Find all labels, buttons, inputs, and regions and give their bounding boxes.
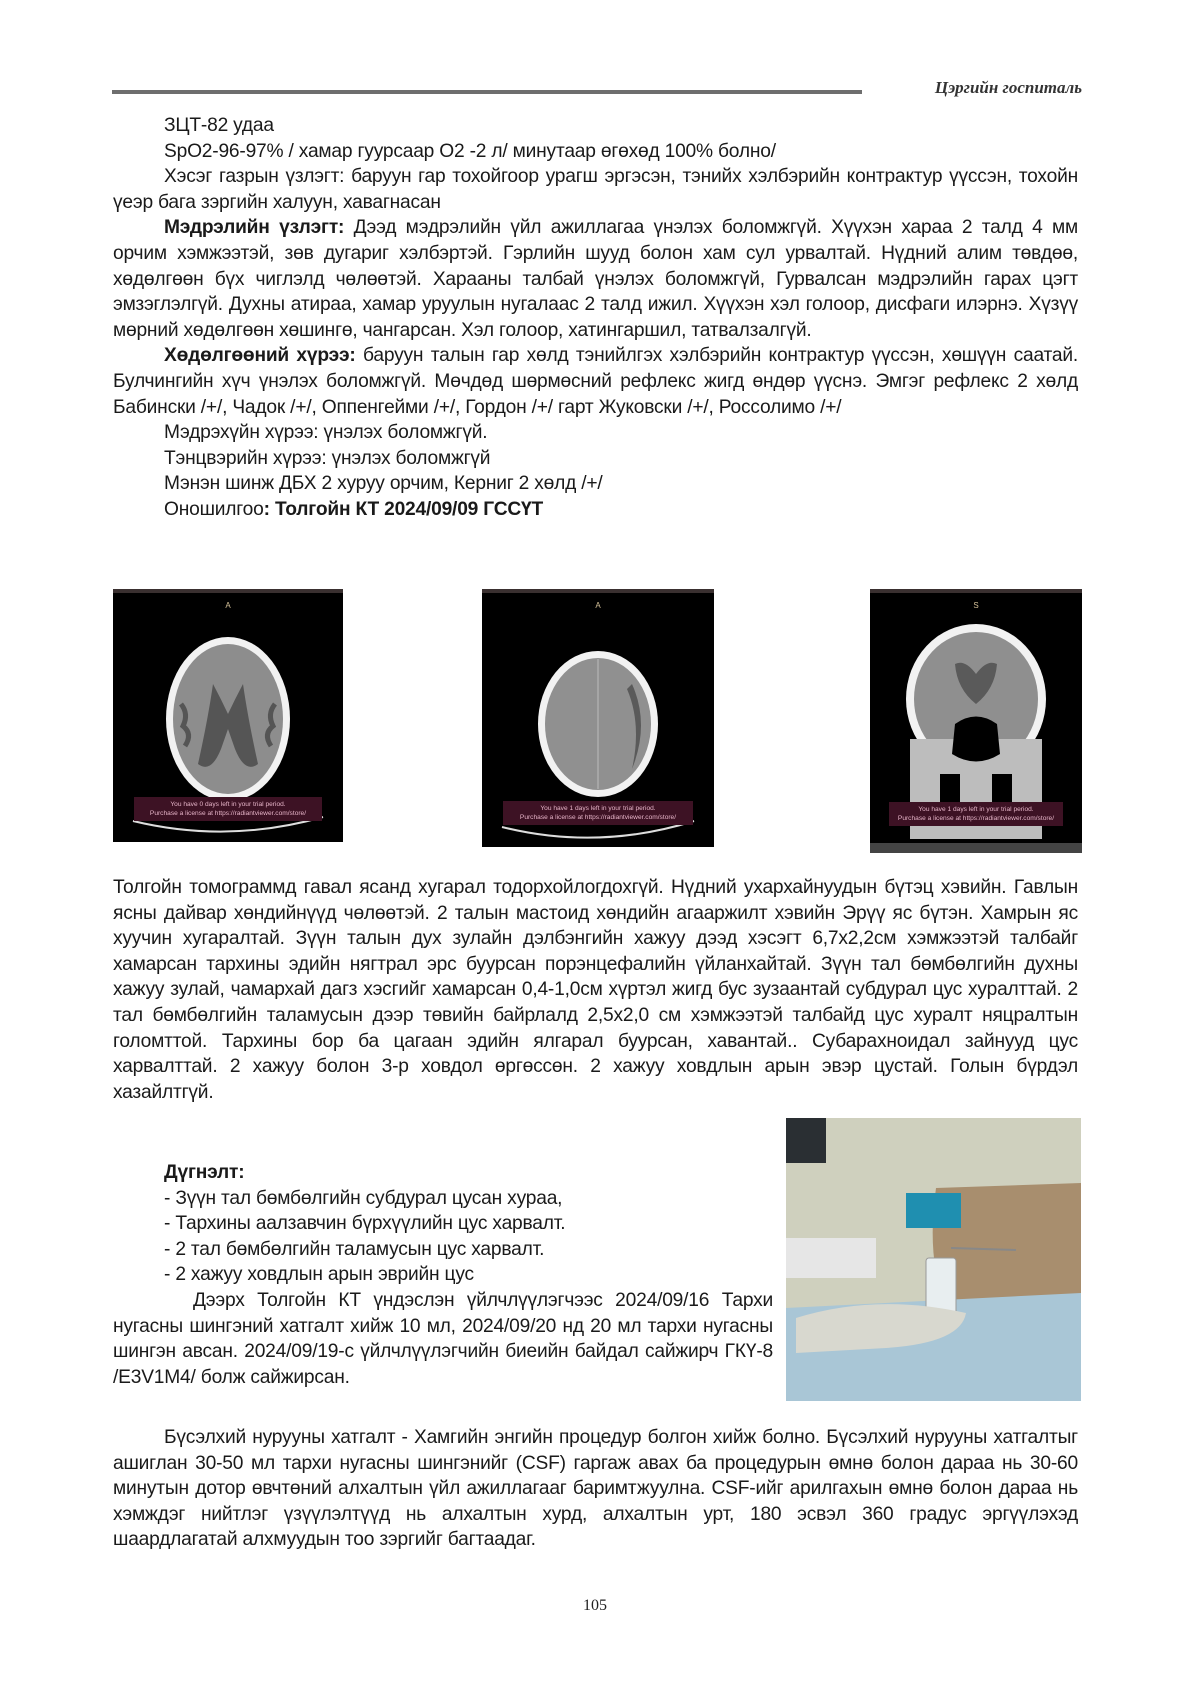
spo2-line: SpO2-96-97% / хамар гуурсаар O2 -2 л/ минутаар өгөхөд 100% болно/ — [164, 140, 776, 162]
followup-paragraph: Дээрх Толгойн КТ үндэслэн үйлчлүүлэгчээс 2024/09/16 Тархи нугасны шингэний хатгалт хийж 10 мл, 2024/09/20 нд 20 мл тархи нугасны шингэн авсан. 2024/09/19-с үйлчлүүлэгчийн биеийн байдал сайжирч ГКҮ-8 /E3V1M4/ болж сайжирсан. — [113, 1289, 773, 1388]
motor-exam-label: Хөдөлгөөний хүрээ: — [164, 345, 356, 367]
neuro-exam-paragraph — [113, 215, 1078, 343]
conclusion-item: - 2 тал бөмбөлгийн таламусын цус харвалт. — [164, 1238, 545, 1260]
neuro-exam-label: Мэдрэлийн үзлэгт: — [164, 217, 345, 239]
conclusion-item: - Тархины аалзавчин бүрхүүлийн цус харвалт. — [164, 1213, 566, 1235]
conclusion-item: - Зүүн тал бөмбөлгийн субдурал цусан хураа, — [164, 1187, 563, 1209]
local-exam-paragraph: Хэсэг газрын үзлэгт: баруун гар тохойгоор урагш эргэсэн, тэнийх хэлбэрийн контрактур үүссэн, тохойн үеэр бага зэргийн халуун, хавагнасан — [113, 166, 1078, 213]
sensory-exam-line: Мэдрэхүйн хүрээ: үнэлэх боломжгүй. — [164, 422, 488, 444]
conclusion-item: - 2 хажуу ховдлын арын эврийн цус — [164, 1264, 474, 1286]
motor-exam-text: баруун талын гар хөлд тэнийлгэх хэлбэрийн контрактур үүссэн, хөшүүн саатай. Булчингийн хүч үнэлэх боломжгүй. Мөчдөд шөрмөсний рефлекс жигд өндөр үүснэ. Эмгэг рефлекс 2 хөлд Бабински /+/, Чадок /+/, Оппенгейми /+/, Гордон /+/ гарт Жуковски /+/, Россолимо /+/ — [113, 345, 1078, 418]
balance-exam-line: Тэнцвэрийн хүрээ: үнэлэх боломжгүй — [164, 447, 491, 469]
meningeal-signs-line: Мэнэн шинж ДБХ 2 хуруу орчим, Керниг 2 хөлд /+/ — [164, 473, 603, 495]
orientation-marker: S — [973, 601, 979, 610]
lumbar-puncture-paragraph: Бүсэлхий нурууны хатгалт - Хамгийн энгийн процедур болгон хийж болно. Бүсэлхий нурууны хатгалтыг ашиглан 30-50 мл тархи нугасны шингэнийг (CSF) гаргаж авах ба процедурын өмнө болон дараа нь 30-60 минутын дотор өвчтөний алхалтын үйл ажиллагааг баримтжуулна. CSF-ийг арилгахын өмнө болон дараа нь хэмждэг нийтлэг үзүүлэлтүүд нь алхалтын хурд, алхалтын урт, 180 эсвэл 360 градус эргүүлэхэд шаардлагатай алхмуудын тоо зэргийг багтаадаг. — [113, 1427, 1078, 1551]
page-number: 105 — [583, 1597, 607, 1614]
trial-watermark: You have 1 days left in your trial period. Purchase a license at https://radiantviewer.com/store/ — [503, 801, 693, 825]
ct-findings-text: Толгойн томограммд гавал ясанд хугарал тодорхойлогдохгүй. Нүдний ухархайнуудын бүтэц хэвийн. Гавлын ясны дайвар хөндийнүүд чөлөөтэй. 2 талын мастоид хөндийн агааржилт хэвийн Эрүү яс бүтэн. Хамрын яс хуучин хугаралтай. Зүүн талын дух зулайн дэлбэнгийн хажуу дээд хэсэгт 6,7х2,2см хэмжээтэй талбайг хамарсан тархины эдийн нягтрал эрс буурсан порэнцефалийн үйланхайтай. Зүүн тал бөмбөлгийн духны хажуу зулай, чамархай дагз хэсгийг хамарсан 0,4-1,0см хүртэл жигд бус зузаантай субдурал цус хуралттай. 2 тал бөмбөлгийн таламусын дээр төвийн байрлалд 2,5х2,0 см хэмжээтэй талбайд цус хуралт няцралтын голомттой. Тархины бор ба цагаан эдийн ялгарал буурсан, хавантай.. Субарахноидал зайнууд цус харвалттай. 2 хажуу болон 3-р ховдол өргөссөн. 2 хажуу ховдлын арын эвэр цустай. Голын бүрдэл хазайлтгүй. — [113, 877, 1078, 1103]
neuro-exam-text: Дээд мэдрэлийн үйл ажиллагаа үнэлэх боломжгүй. Хүүхэн хараа 2 талд 4 мм орчим хэмжээтэй, зөв дугариг хэлбэртэй. Гэрлийн шууд болон хам сул урвалтай. Нүдний алим төвдөө, хөдөлгөөн бүх чиглэлд чөлөөтэй. Харааны талбай үнэлэх боломжгүй, Гурвалсан мэдрэлийн гарах цэгт эмзэглэлгүй. Духны атираа, хамар уруулын нугалаас 2 талд ижил. Хүүхэн хэл голоор, дисфаги илэрнэ. Хүзүү мөрний хөдөлгөөн хөшингө, чангарсан. Хэл голоор, хатингаршил, татвалзалгүй. — [113, 217, 1078, 341]
header-rule — [112, 90, 862, 94]
conclusion-label: Дүгнэлт: — [164, 1162, 245, 1183]
motor-exam-paragraph — [113, 343, 1078, 420]
ct-findings-paragraph — [113, 875, 1078, 1105]
trial-watermark: You have 0 days left in your trial period. Purchase a license at https://radiantviewer.com/store/ — [134, 797, 323, 821]
lumbar-puncture-section — [113, 1425, 1078, 1553]
zct-line: ЗЦТ-82 удаа — [164, 115, 274, 136]
orientation-marker: A — [595, 601, 601, 610]
running-title: Цэргийн госпиталь — [934, 78, 1082, 97]
orientation-marker: A — [225, 601, 231, 610]
ct-image-coronal — [870, 589, 1082, 853]
lumbar-puncture-illustration — [786, 1118, 1081, 1401]
diagnosis-value: : Толгойн КТ 2024/09/09 ГССҮТ — [263, 498, 543, 520]
diagnosis-line — [113, 497, 1078, 523]
conclusion-section — [113, 1160, 773, 1390]
ct-image-axial-ventricles — [113, 589, 343, 842]
lumbar-puncture-photo — [786, 1118, 1081, 1401]
clinical-exam-section — [113, 113, 1078, 523]
ct-image-axial-subdural — [482, 589, 714, 847]
diagnosis-label: Оношилгоо — [164, 498, 264, 520]
conclusion-list — [113, 1186, 773, 1288]
trial-watermark: You have 1 days left in your trial period. Purchase a license at https://radiantviewer.com/store/ — [889, 802, 1063, 826]
